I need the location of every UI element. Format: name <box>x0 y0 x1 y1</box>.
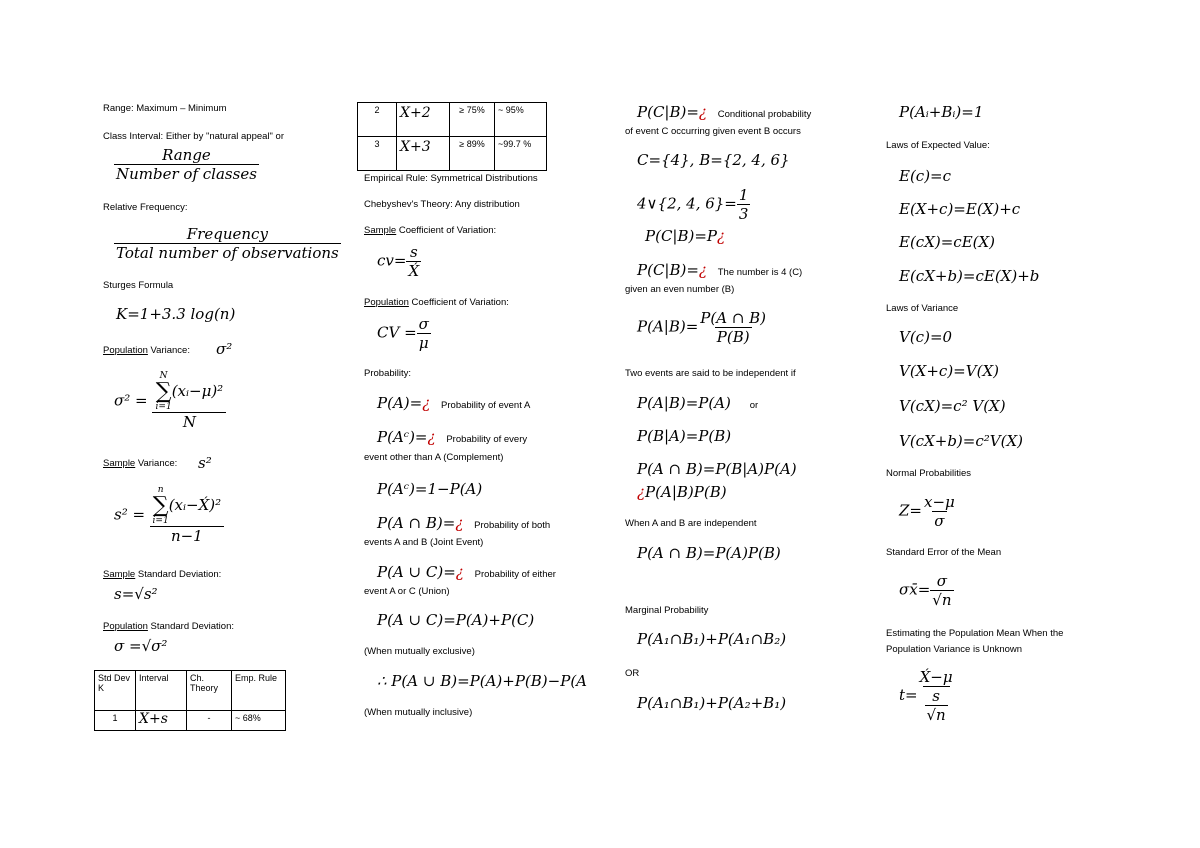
relative-frequency-label: Relative Frequency: <box>103 202 188 213</box>
ev-law-4: E(cX+b)=cE(X)+b <box>899 267 1040 285</box>
population-variance-formula: σ² = N ∑ i=1 (xᵢ−μ)² N <box>114 372 226 431</box>
table-cell: 2 <box>358 103 397 137</box>
independent-label: When A and B are independent <box>625 518 757 529</box>
ev-law-3: E(cX)=cE(X) <box>899 233 996 251</box>
independence-label: Two events are said to be independent if <box>625 368 796 379</box>
sample-variance-formula: s² = n ∑ i=1 (xᵢ−X́)² n−1 <box>114 486 224 545</box>
sturges-label: Sturges Formula <box>103 280 174 291</box>
sample-cv-formula: cv= $\frac{s}{X́}$ <box>377 243 420 280</box>
estimating-mean-label-1: Estimating the Population Mean When the <box>886 628 1064 639</box>
mutually-exclusive-note: (When mutually exclusive) <box>364 646 475 657</box>
table-cell: X+2 <box>397 103 450 137</box>
union-sum-formula: P(A ∪ C)=P(A)+P(C) <box>377 611 535 629</box>
marginal-formula-2: P(A₁∩B₁)+P(A₂+B₁) <box>637 694 787 712</box>
table-cell: ≥ 89% <box>450 137 495 171</box>
sets-example: C={4}, B={2, 4, 6} <box>637 151 790 169</box>
table-header: Ch. Theory <box>187 671 232 711</box>
laws-variance-label: Laws of Variance <box>886 303 959 314</box>
independent-multiplication: P(A ∩ B)=P(A)P(B) <box>637 544 781 562</box>
joint-event-note: events A and B (Joint Event) <box>364 537 484 548</box>
sample-sd-label: Sample Standard Deviation: <box>103 569 222 580</box>
conditional-formula: P(C|B)=¿ Conditional probability <box>637 103 812 121</box>
sample-variance-label: Sample Variance: <box>103 458 178 469</box>
table-cell: X+s <box>136 711 187 731</box>
standard-error-formula: σx̄= $\frac{\sigma}{√n}$ <box>899 572 952 609</box>
population-variance-label: Population Variance: <box>103 345 190 356</box>
ev-law-2: E(X+c)=E(X)+c <box>899 200 1021 218</box>
marginal-probability-label: Marginal Probability <box>625 605 709 616</box>
table-cell: 1 <box>95 711 136 731</box>
table-cell: X+3 <box>397 137 450 171</box>
empirical-rule-label: Empirical Rule: Symmetrical Distributions <box>364 173 538 184</box>
conditional-example: P(C|B)=P¿ <box>645 227 726 245</box>
sample-cv-label: Sample Coefficient of Variation: <box>364 225 497 236</box>
std-dev-table-continued <box>357 102 547 171</box>
table-cell: ~ 68% <box>232 711 286 731</box>
conditional-example-note: given an even number (B) <box>625 284 735 295</box>
complement-formula: P(Aᶜ)=1−P(A) <box>377 480 483 498</box>
mutually-inclusive-note: (When mutually inclusive) <box>364 707 473 718</box>
bayes-formula: P(A|B)= $\frac{P(A \cap B)}{P(B)}$ <box>637 309 767 346</box>
normal-probabilities-label: Normal Probabilities <box>886 468 972 479</box>
chebyshev-label: Chebyshev's Theory: Any distribution <box>364 199 520 210</box>
class-interval-label: Class Interval: Either by "natural appeal" or <box>103 131 285 142</box>
prob-complement-formula: P(Aᶜ)=¿ Probability of every <box>377 428 528 446</box>
var-law-1: V(c)=0 <box>899 328 953 346</box>
table-header: Interval <box>136 671 187 711</box>
fraction-example: 4∨{2, 4, 6}= $\frac{1}{3}$ <box>637 186 749 223</box>
multiplication-rule-2: ¿P(A|B)P(B) <box>637 483 727 501</box>
probability-sum-formula: P(Aᵢ+Bᵢ)=1 <box>899 103 984 121</box>
sturges-formula: K=1+3.3 log(n) <box>116 305 236 323</box>
marginal-formula-1: P(A₁∩B₁)+P(A₁∩B₂) <box>637 630 787 648</box>
laws-expected-value-label: Laws of Expected Value: <box>886 140 990 151</box>
var-law-3: V(cX)=c² V(X) <box>899 397 1006 415</box>
t-statistic-formula: t= $\frac{X́-\mu}{\frac{s}{√n}}$ <box>899 668 953 724</box>
table-cell: ≥ 75% <box>450 103 495 137</box>
relative-frequency-formula: $\frac{\text{Frequency}}{\text{Total number of observations}}$ <box>116 225 339 262</box>
sample-variance-symbol: s² <box>198 454 212 472</box>
var-law-4: V(cX+b)=c²V(X) <box>899 432 1023 450</box>
independence-formula-2: P(B|A)=P(B) <box>637 427 732 445</box>
prob-a-formula: P(A)=¿ Probability of event A <box>377 394 531 412</box>
population-cv-formula: CV = $\frac{\sigma}{\mu}$ <box>377 315 429 352</box>
population-variance-symbol: σ² <box>216 340 233 358</box>
class-interval-formula: $\frac{\text{Range}}{\text{Number of classes}}$ <box>116 146 257 183</box>
table-cell: ~99.7 % <box>495 137 547 171</box>
conditional-example-2: P(C|B)=¿ The number is 4 (C) <box>637 261 803 279</box>
estimating-mean-label-2: Population Variance is Unknown <box>886 644 1023 655</box>
independence-formula-1: P(A|B)=P(A) or <box>637 394 759 412</box>
z-score-formula: Z= $\frac{x-\mu}{\sigma}$ <box>899 493 955 530</box>
population-sd-formula: σ =√σ² <box>114 637 168 655</box>
table-header: Std Dev K <box>95 671 136 711</box>
table-header: Emp. Rule <box>232 671 286 711</box>
union-formula: P(A ∪ C)=¿ Probability of either <box>377 563 556 581</box>
multiplication-rule: P(A ∩ B)=P(B|A)P(A) <box>637 460 797 478</box>
std-dev-table <box>94 670 286 731</box>
union-note: event A or C (Union) <box>364 586 450 597</box>
var-law-2: V(X+c)=V(X) <box>899 362 999 380</box>
table-cell: - <box>187 711 232 731</box>
joint-event-formula: P(A ∩ B)=¿ Probability of both <box>377 514 551 532</box>
range-label: Range: Maximum – Minimum <box>103 103 227 114</box>
or-label: OR <box>625 668 640 679</box>
standard-error-label: Standard Error of the Mean <box>886 547 1002 558</box>
table-cell: 3 <box>358 137 397 171</box>
population-sd-label: Population Standard Deviation: <box>103 621 234 632</box>
probability-label: Probability: <box>364 368 411 379</box>
sample-sd-formula: s=√s² <box>114 585 158 603</box>
population-cv-label: Population Coefficient of Variation: <box>364 297 509 308</box>
conditional-note: of event C occurring given event B occurs <box>625 126 801 137</box>
table-cell: ~ 95% <box>495 103 547 137</box>
complement-note: event other than A (Complement) <box>364 452 504 463</box>
ev-law-1: E(c)=c <box>899 167 952 185</box>
inclusive-union-formula: ∴ P(A ∪ B)=P(A)+P(B)−P(A <box>377 672 587 690</box>
